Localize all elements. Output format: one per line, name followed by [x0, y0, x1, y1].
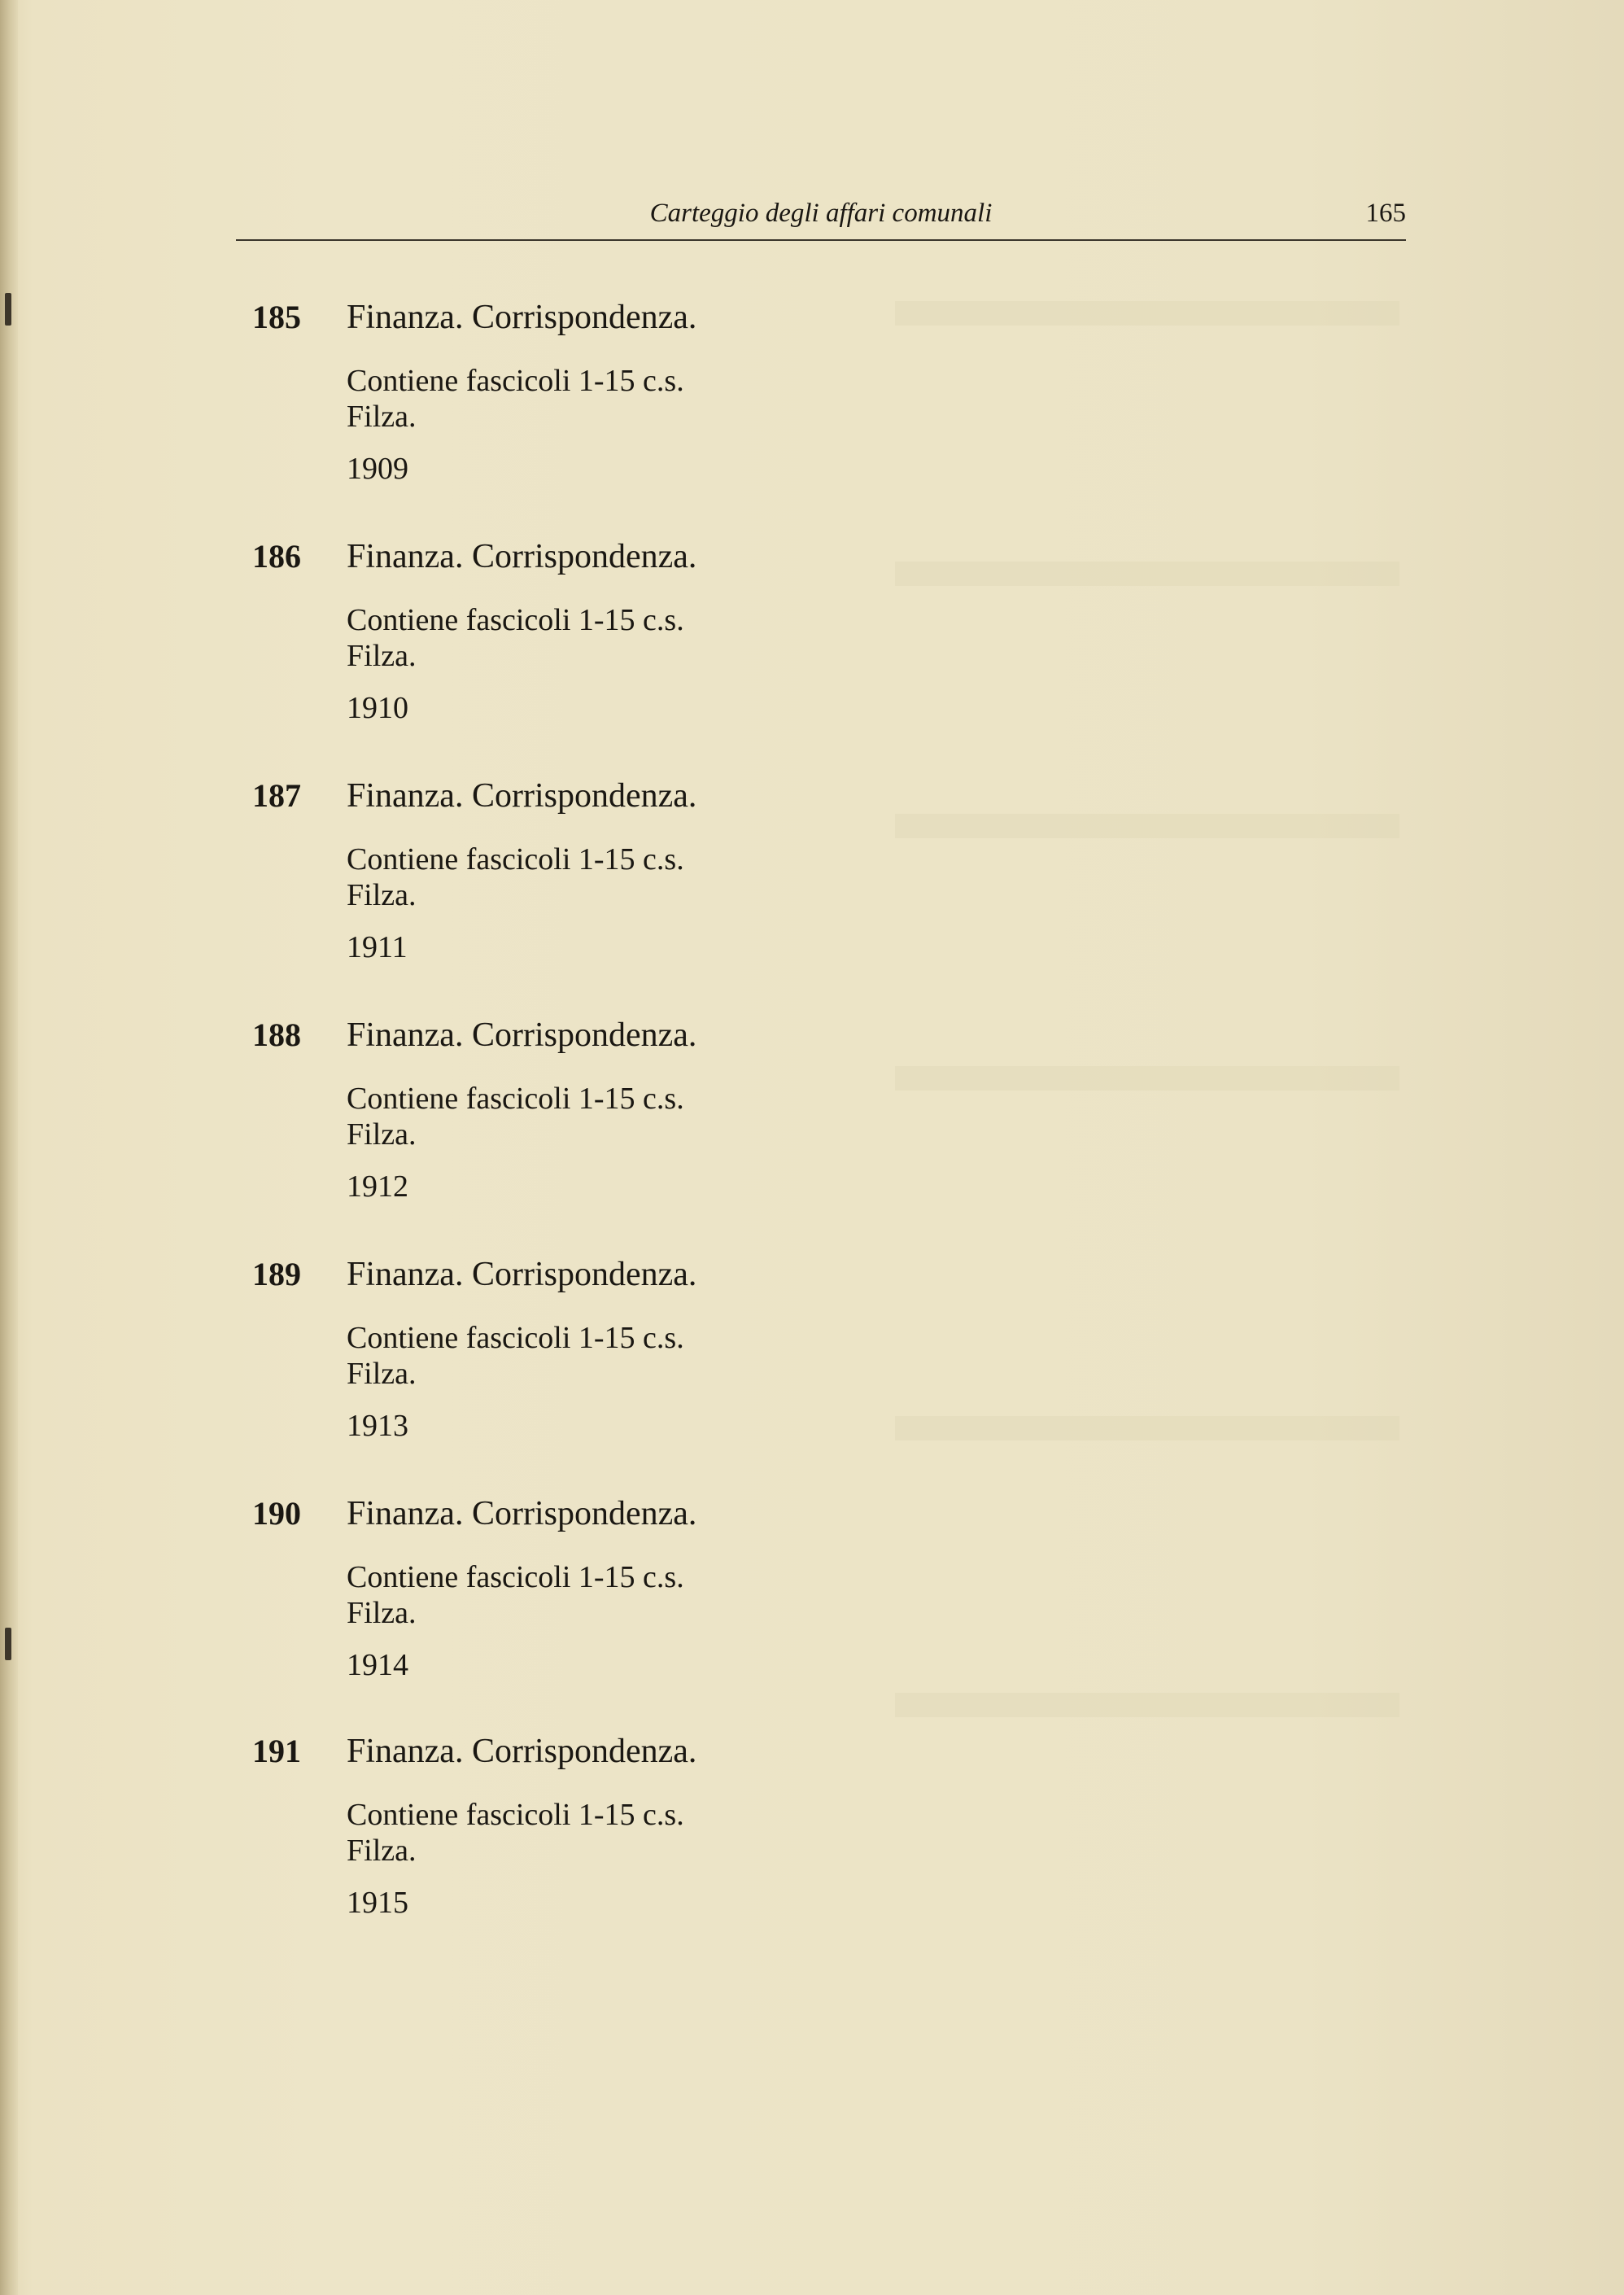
entry-number: 185 [252, 299, 301, 335]
entry-number: 189 [252, 1256, 301, 1292]
running-header [236, 194, 1406, 241]
entry-content: Contiene fascicoli 1-15 c.s. [347, 1321, 684, 1355]
entry-number: 190 [252, 1495, 301, 1532]
entry-title: Finanza. Corrispondenza. [347, 299, 697, 336]
entry-type: Filza. [347, 639, 417, 673]
entry-number: 186 [252, 538, 301, 575]
entry-content: Contiene fascicoli 1-15 c.s. [347, 603, 684, 637]
entry-content: Contiene fascicoli 1-15 c.s. [347, 842, 684, 876]
entry-year: 1914 [347, 1648, 408, 1682]
show-through-texture [895, 1066, 1399, 1091]
binding-edge [0, 0, 18, 2295]
entry-title: Finanza. Corrispondenza. [347, 1256, 697, 1293]
entry-content: Contiene fascicoli 1-15 c.s. [347, 1798, 684, 1832]
entry-type: Filza. [347, 400, 417, 434]
entry-content: Contiene fascicoli 1-15 c.s. [347, 1560, 684, 1594]
entry-year: 1911 [347, 930, 408, 964]
entry-title: Finanza. Corrispondenza. [347, 1016, 697, 1054]
entry-type: Filza. [347, 1357, 417, 1391]
entry-number: 191 [252, 1733, 301, 1769]
entry-type: Filza. [347, 878, 417, 912]
entry-type: Filza. [347, 1596, 417, 1630]
entry-number: 187 [252, 777, 301, 814]
page-number: 165 [1365, 199, 1406, 228]
entry-title: Finanza. Corrispondenza. [347, 538, 697, 575]
entry-number: 188 [252, 1016, 301, 1053]
show-through-texture [895, 1693, 1399, 1717]
entry-content: Contiene fascicoli 1-15 c.s. [347, 364, 684, 398]
entry-year: 1913 [347, 1409, 408, 1443]
show-through-texture [895, 562, 1399, 586]
entry-title: Finanza. Corrispondenza. [347, 777, 697, 815]
show-through-texture [895, 301, 1399, 326]
entry-content: Contiene fascicoli 1-15 c.s. [347, 1082, 684, 1116]
show-through-texture [895, 814, 1399, 838]
entry-year: 1909 [347, 452, 408, 486]
binding-stitch [5, 1628, 11, 1660]
entry-title: Finanza. Corrispondenza. [347, 1733, 697, 1770]
show-through-texture [895, 1416, 1399, 1440]
binding-stitch [5, 293, 11, 326]
entry-type: Filza. [347, 1834, 417, 1868]
entry-title: Finanza. Corrispondenza. [347, 1495, 697, 1532]
entry-year: 1912 [347, 1169, 408, 1204]
entry-year: 1915 [347, 1886, 408, 1920]
entry-year: 1910 [347, 691, 408, 725]
entry-type: Filza. [347, 1117, 417, 1152]
running-title: Carteggio degli affari comunali [649, 199, 993, 228]
